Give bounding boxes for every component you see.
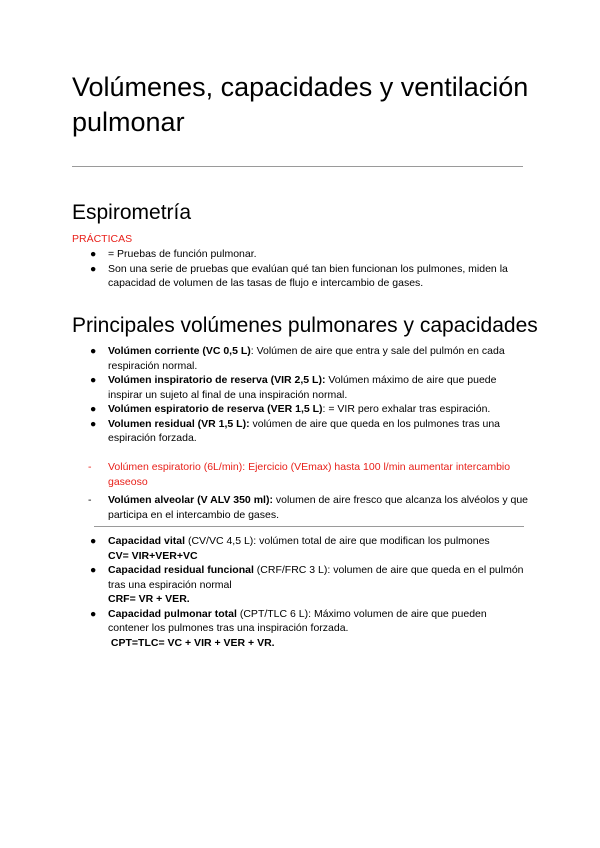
bullet-icon: ● — [90, 248, 97, 260]
list-item: ● Volúmen inspiratorio de reserva (VIR 2,5 L): Volúmen máximo de aire que puede inspirar un sujeto al final de una inspiración normal. — [90, 374, 497, 401]
title-divider — [72, 166, 523, 167]
term: Volúmen corriente (VC 0,5 L) — [108, 345, 251, 357]
bullet-icon: ● — [90, 262, 97, 275]
term: Capacidad pulmonar total — [108, 607, 237, 620]
bullet-icon: ● — [90, 417, 97, 430]
page-title: Volúmenes, capacidades y ventilación pulmonar — [72, 72, 529, 137]
practicas-label: PRÁCTICAS — [72, 233, 133, 245]
list-item: ● Volúmen corriente (VC 0,5 L): Volúmen de aire que entra y sale del pulmón en cada respiración normal. — [90, 345, 505, 372]
list-item: - Volúmen alveolar (V ALV 350 ml): volumen de aire fresco que alcanza los alvéolos y que participa en el intercambio de gases. — [88, 494, 529, 521]
bullet-icon: ● — [90, 535, 97, 547]
heading-volumenes: Principales volúmenes pulmonares y capacidades — [72, 314, 538, 337]
bullet-icon: ● — [90, 403, 97, 415]
espirometria-list — [90, 247, 530, 291]
bullet-icon: ● — [90, 374, 97, 386]
list-item: ● Volumen residual (VR 1,5 L): volúmen de aire que queda en los pulmones tras una espiración forzada. — [90, 417, 501, 444]
dash-list — [90, 460, 530, 522]
term: Volúmen espiratorio de reserva (VER 1,5 L) — [108, 403, 323, 415]
list-item: ● Volúmen espiratorio de reserva (VER 1,5 L): = VIR pero exhalar tras espiración. — [90, 403, 491, 415]
bullet-icon: ● — [90, 564, 97, 576]
bullet-icon: ● — [90, 607, 97, 620]
list-item: ● Capacidad residual funcional (CRF/FRC 3 L): volumen de aire que queda en el pulmón tras una espiración normal CRF= VR + VER. — [90, 563, 530, 607]
dash-icon: - — [88, 494, 92, 506]
term: Volumen residual (VR 1,5 L): — [108, 417, 250, 430]
term: Volúmen inspiratorio de reserva (VIR 2,5 L): — [108, 374, 326, 386]
term: Volúmen alveolar (V ALV 350 ml): — [108, 494, 273, 506]
list-item: ● Son una serie de pruebas que evalúan qué tan bien funcionan los pulmones, miden la capacidad de volumen de las tasas de flujo e intercambio de gases. — [90, 262, 508, 289]
formula: CRF= VR + VER. — [108, 593, 190, 605]
volumes-list — [90, 344, 530, 446]
term: Capacidad vital — [108, 535, 186, 547]
bullet-icon: ● — [90, 345, 97, 357]
list-item: ● Capacidad vital (CV/VC 4,5 L): volúmen total de aire que modifican los pulmones CV= VIR+VER+VC — [90, 534, 530, 563]
list-item: ● Capacidad pulmonar total (CPT/TLC 6 L): Máximo volumen de aire que pueden contener los pulmones tras una inspiración forzada. CPT=TLC= VC + VIR + VER + VR. — [90, 607, 530, 651]
heading-espirometria: Espirometría — [72, 201, 192, 224]
formula: CV= VIR+VER+VC — [108, 549, 198, 562]
dash-icon: - — [88, 461, 92, 473]
capacities-list — [90, 534, 530, 650]
list-item: ● = Pruebas de función pulmonar. — [90, 248, 257, 260]
formula: CPT=TLC= VC + VIR + VER + VR. — [108, 636, 275, 649]
section-divider — [94, 526, 524, 527]
term: Capacidad residual funcional — [108, 564, 254, 576]
list-item: - Volúmen espiratorio (6L/min): Ejercicio (VEmax) hasta 100 l/min aumentar intercambio gaseoso — [88, 461, 511, 488]
